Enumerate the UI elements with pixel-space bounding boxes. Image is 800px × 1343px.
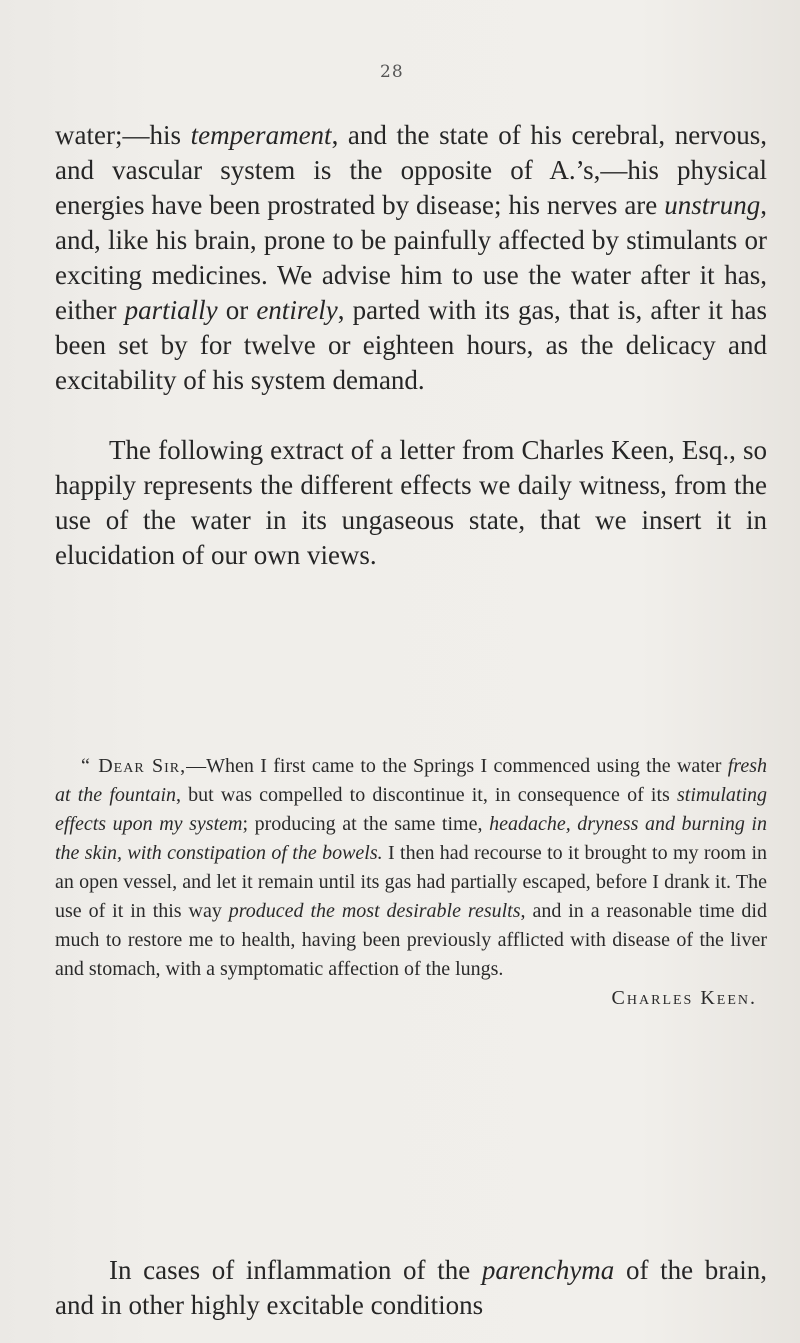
letter-signature: Charles Keen. — [611, 987, 757, 1009]
closing-text — [55, 1253, 767, 1323]
main-text — [55, 118, 767, 573]
paragraph-extract-intro: The following extract of a letter from Charles Keen, Esq., so happily represents the different effects we daily witness, from the use of the water in its ungaseous state, that we insert it in elucidation of our own views. — [55, 435, 767, 570]
paragraph-temperament: water;—his temperament, and the state of his cerebral, nervous, and vascular system is the opposite of A.’s,—his physical energies have been prostrated by disease; his nerves are unstrung, and, like his brain, prone to be painfully affected by stimulants or exciting medicines. We advise him to use the water after it has, either partially or entirely, parted with its gas, that is, after it has been set by for twelve or eighteen hours, as the delicacy and excitability of his system demand. — [55, 120, 768, 395]
page-number: 28 — [380, 62, 404, 82]
paragraph-parenchyma: In cases of inflammation of the parenchyma of the brain, and in other highly excitable conditions — [55, 1255, 767, 1320]
letter-extract — [55, 752, 767, 1013]
letter-salutation: “ Dear Sir, — [81, 755, 187, 777]
letter-body: “ Dear Sir,—When I first came to the Springs I commenced using the water fresh at the fountain, but was compelled to discontinue it, in consequence of its stimulating effects upon my system; producing at the same time, headache, dryness and burning in the skin, with constipation of the bowels. I then had recourse to it brought to my room in an open vessel, and let it remain until its gas had partially escaped, before I drank it. The use of it in this way produced the most desirable results, and in a reasonable time did much to restore me to health, having been previously afflicted with disease of the liver and stomach, with a symptomatic affection of the lungs. — [55, 755, 767, 980]
